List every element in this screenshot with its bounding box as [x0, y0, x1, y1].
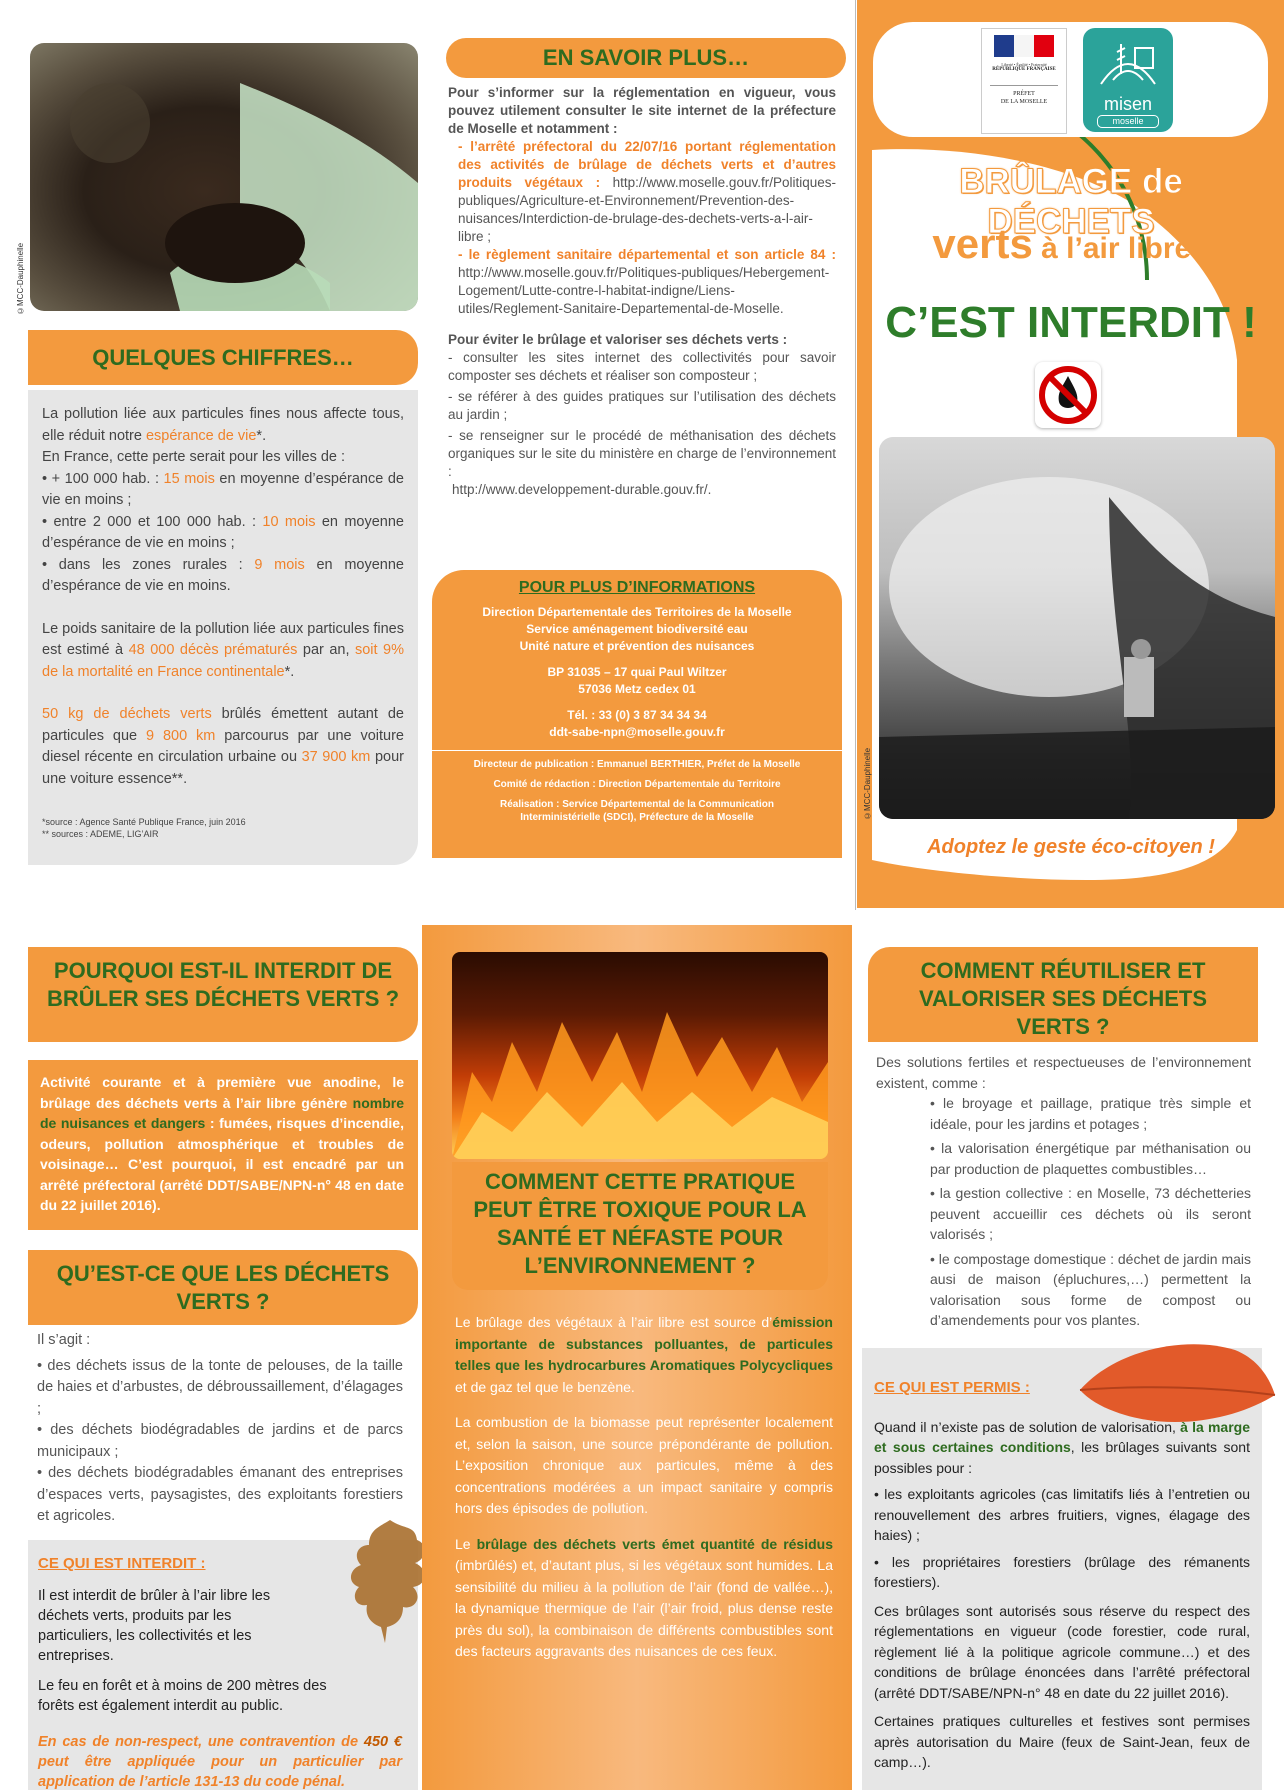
infos-addr2: 57036 Metz cedex 01	[578, 682, 696, 696]
chiffres-source1: *source : Agence Santé Publique France, juin 2016	[42, 817, 246, 827]
infos-box	[432, 570, 842, 858]
eviter-1: - consulter les sites internet des collectivités pour savoir composter ses déchets et réaliser son composteur ;	[448, 350, 836, 383]
link-arrete[interactable]: http://www.moselle.gouv.fr/Politiques-publiques/Agriculture-et-Environnement/Prevention-des-nuisances/Interdiction-de-brulage-des-dechets-verts-a-l-air-libre ;	[458, 175, 836, 244]
interdit-p1: Il est interdit de brûler à l’air libre les déchets verts, produits par les particuliers, les collectivités et les entreprises.	[38, 1588, 271, 1664]
pourquoi-text: Activité courante et à première vue anodine, le brûlage des déchets verts à l’air libre génère nombre de nuisances et dangers : fumées, risques d’incendie, odeurs, pollution atmosphérique et troubles de voisinage… C’est pourquoi, il est encadré par un arrêté préfectoral (arrêté DDT/SABE/NPN-n° 48 en date du 22 juillet 2016).	[40, 1074, 404, 1213]
quest-title: QU’EST-CE QUE LES DÉCHETS VERTS ?	[28, 1250, 418, 1325]
eviter-2: - se référer à des guides pratiques sur l’utilisation des déchets au jardin ;	[448, 389, 836, 422]
chiffres-b3: • dans les zones rurales : 9 mois en moyenne d’espérance de vie en moins.	[42, 556, 404, 594]
chiffres-p2: En France, cette perte serait pour les villes de :	[42, 449, 346, 465]
reutil-text	[876, 1052, 1251, 1331]
red-leaf-icon	[1075, 1335, 1280, 1435]
toxique-p3: Le brûlage des déchets verts émet quantité de résidus (imbrûlés) et, d’autant plus, si les végétaux sont humides. La sensibilité du milieu à la pollution de l’air (fond de vallée…), la dynamique thermique de l’air (l’air froid, plus dense reste près du sol), la combinaison de différents combustibles sont des facteurs aggravants des nuisances de ces feux.	[455, 1535, 833, 1659]
infos-addr1: BP 31035 – 17 quai Paul Wiltzer	[547, 665, 727, 679]
pourquoi-title: POURQUOI EST-IL INTERDIT DE BRÛLER SES DÉCHETS VERTS ?	[28, 947, 418, 1042]
infos-title: POUR PLUS D’INFORMATIONS	[518, 579, 756, 596]
logo-misen-text: misen	[1103, 94, 1152, 114]
toxique-p1: Le brûlage des végétaux à l’air libre est source d’émission importante de substances polluantes, de particules telles que les hydrocarbures Aromatiques Polycycliques et de gaz tel que le benzène.	[455, 1314, 833, 1395]
infos-org3: Unité nature et prévention des nuisances	[519, 639, 755, 653]
toxique-title: COMMENT CETTE PRATIQUE PEUT ÊTRE TOXIQUE POUR LA SANTÉ ET NÉFASTE POUR L’ENVIRONNEMENT ?	[473, 1169, 807, 1278]
credit-compost: ©MCC-Dauphinelle	[16, 242, 25, 315]
permis-p3: Certaines pratiques culturelles et festives sont permises après autorisation du Maire (feux de Saint-Jean, feux de camp…).	[874, 1713, 1250, 1770]
savoir-intro: Pour s’informer sur la réglementation en vigueur, vous pouvez utilement consulter le site internet de la préfecture de Moselle et notamment :	[448, 85, 836, 136]
logo-moselle-text: moselle	[1097, 115, 1159, 128]
infos-org1: Direction Départementale des Territoires de la Moselle	[482, 605, 792, 619]
eviter-3: - se renseigner sur le procédé de méthanisation des déchets organiques sur le site du ministère en charge de l’environnement :	[448, 428, 836, 479]
permis-b2: • les propriétaires forestiers (brûlage des rémanents forestiers).	[874, 1553, 1250, 1590]
interdit-p2: Le feu en forêt et à moins de 200 mètres des forêts est également interdit au public.	[38, 1678, 327, 1714]
logo-misen	[1083, 28, 1173, 132]
credit-smoke: ©MCC-Dauphinelle	[863, 747, 872, 820]
chiffres-text	[28, 390, 418, 840]
chiffres-b1: • + 100 000 hab. : 15 mois en moyenne d’espérance de vie en moins ;	[42, 470, 404, 508]
interdit-p3: En cas de non-respect, une contravention de 450 € peut être appliquée pour un particulier par application de l’article 131-13 du code pénal.	[38, 1734, 402, 1790]
compost-photo	[30, 43, 418, 311]
savoir-item1: - l’arrêté préfectoral du 22/07/16 portant réglementation des activités de brûlage de déchets verts et d’autres produits végétaux : http://www.moselle.gouv.fr/Politiques-publiques/Agriculture-et-Environnement/Prevention-des-nuisances/Interdiction-de-brulage-des-dechets-verts-a-l-air-libre ;	[458, 139, 836, 244]
pourquoi-box	[28, 1060, 418, 1230]
chiffres-p1: La pollution liée aux particules fines nous affecte tous, elle réduit notre espérance de vie*.	[42, 406, 404, 444]
quest-intro: Il s’agit :	[37, 1332, 91, 1348]
chiffres-box	[28, 390, 418, 865]
column-divider	[855, 0, 856, 910]
cover-title-3: C’EST INTERDIT !	[885, 298, 1257, 347]
smoke-illustration	[879, 437, 1275, 819]
reutil-title: COMMENT RÉUTILISER ET VALORISER SES DÉCHETS VERTS ?	[868, 947, 1258, 1042]
reutil-intro: Des solutions fertiles et respectueuses de l’environnement existent, comme :	[876, 1054, 1251, 1091]
permis-p1: Quand il n’existe pas de solution de valorisation, à la marge et sous certaines conditions, les brûlages suivants sont possibles pour :	[874, 1418, 1250, 1476]
chiffres-p3: Le poids sanitaire de la pollution liée aux particules fines est estimé à 48 000 décès prématurés par an, soit 9% de la mortalité en France continentale*.	[42, 620, 404, 680]
savoir-title: EN SAVOIR PLUS…	[446, 38, 846, 78]
cover-slogan: Adoptez le geste éco-citoyen !	[927, 836, 1215, 858]
savoir-text	[448, 84, 836, 499]
permis-b1: • les exploitants agricoles (cas limitatifs liés à l’entretien ou renouvellement des arbres fruitiers, vignes, élagage des haies) ;	[874, 1486, 1250, 1543]
quest-b1: • des déchets issus de la tonte de pelouses, de la taille de haies et d’arbustes, de débroussaillement, d’élagages ;	[37, 1357, 403, 1417]
reutil-b1: • le broyage et paillage, pratique très simple et idéale, pour les jardins et potages ;	[930, 1095, 1251, 1132]
compost-illustration	[30, 43, 418, 311]
infos-tel: Tél. : 33 (0) 3 87 34 34 34	[567, 708, 707, 722]
infos-org2: Service aménagement biodiversité eau	[526, 622, 748, 636]
logo-band	[873, 22, 1268, 137]
chiffres-source2: ** sources : ADEME, LIG’AIR	[42, 829, 159, 839]
chiffres-b2: • entre 2 000 et 100 000 hab. : 10 mois en moyenne d’espérance de vie en moins ;	[42, 513, 404, 551]
logo-prefet-l2: DE LA MOSELLE	[1000, 99, 1048, 105]
logo-prefet	[981, 28, 1067, 134]
infos-real: Réalisation : Service Départemental de la Communication Interministérielle (SDCI), Préfecture de la Moselle	[500, 799, 774, 823]
cover-title-1: BRÛLAGE de DÉCHETS	[959, 162, 1183, 241]
reutil-b3: • la gestion collective : en Moselle, 73 déchetteries peuvent accueillir ces déchets où ils seront valorisés ;	[930, 1185, 1251, 1242]
reutil-b2: • la valorisation énergétique par méthanisation ou par production de plaquettes combustibles…	[930, 1140, 1251, 1177]
no-fire-icon	[1035, 362, 1101, 428]
cover-panel	[857, 0, 1284, 908]
fire-illustration	[452, 952, 828, 1159]
link-reglement[interactable]: http://www.moselle.gouv.fr/Politiques-publiques/Hebergement-Logement/Lutte-contre-l-habitat-indigne/Liens-utiles/Reglement-Sanitaire-Departemental-de-Moselle.	[458, 265, 830, 316]
logo-devise: Liberté • Égalité • Fraternité	[1001, 62, 1047, 67]
smoke-photo	[879, 437, 1275, 819]
cover-title-2: verts à l’air libre :	[932, 220, 1210, 267]
toxique-text	[455, 1312, 833, 1663]
logo-prefet-l1: PRÉFET	[1013, 91, 1035, 97]
savoir-item2: - le règlement sanitaire départemental et son article 84 : http://www.moselle.gouv.fr/Politiques-publiques/Hebergement-Logement/Lutte-contre-l-habitat-indigne/Liens-utiles/Reglement-Sanitaire-Departemental-de-Moselle.	[458, 247, 836, 316]
infos-dir: Directeur de publication : Emmanuel BERTHIER, Préfet de la Moselle	[473, 759, 801, 770]
permis-p2: Ces brûlages sont autorisés sous réserve du respect des réglementations en vigueur (code forestier, code rural, règlement lié à la politique agricole commune…) et des conditions de brûlage énoncées dans l’arrêté préfectoral (arrêté DDT/SABE/NPN-n° 48 en date du 22 juillet 2016).	[874, 1602, 1250, 1701]
misen-emblem-icon	[1093, 34, 1163, 90]
marianne-icon	[994, 35, 1054, 57]
toxique-p2: La combustion de la biomasse peut représenter localement et, selon la saison, une source prépondérante de pollution. L’exposition chronique aux particules, même à des concentrations modérées a un impact sanitaire y compris hors des épisodes de pollution.	[455, 1414, 833, 1516]
fire-photo	[452, 952, 828, 1159]
chiffres-title: QUELQUES CHIFFRES…	[28, 330, 418, 385]
infos-comite: Comité de rédaction : Direction Départementale du Territoire	[493, 779, 781, 790]
eviter-title: Pour éviter le brûlage et valoriser ses déchets verts :	[448, 332, 788, 347]
logo-rf: RÉPUBLIQUE FRANÇAISE	[992, 67, 1056, 72]
link-developpement[interactable]: http://www.developpement-durable.gouv.fr/.	[452, 482, 712, 497]
interdit-title: CE QUI EST INTERDIT :	[38, 1555, 206, 1572]
quest-text	[37, 1330, 403, 1528]
reutil-b4: • le compostage domestique : déchet de jardin mais ausi de maison (épluchures,…) permettent la valorisation sous forme de compost ou d’amendements pour vos plantes.	[930, 1250, 1251, 1328]
chiffres-p4: 50 kg de déchets verts brûlés émettent autant de particules que 9 800 km parcourus par une voiture diesel récente en circulation urbaine ou 37 900 km pour une voiture essence**.	[42, 706, 404, 787]
quest-b3: • des déchets biodégradables émanant des entreprises d’espaces verts, paysagistes, des exploitants forestiers et agricoles.	[37, 1465, 403, 1524]
permis-title: CE QUI EST PERMIS :	[874, 1379, 1030, 1396]
quest-b2: • des déchets biodégradables de jardins et de parcs municipaux ;	[37, 1422, 403, 1460]
infos-email[interactable]: ddt-sabe-npn@moselle.gouv.fr	[549, 725, 725, 739]
